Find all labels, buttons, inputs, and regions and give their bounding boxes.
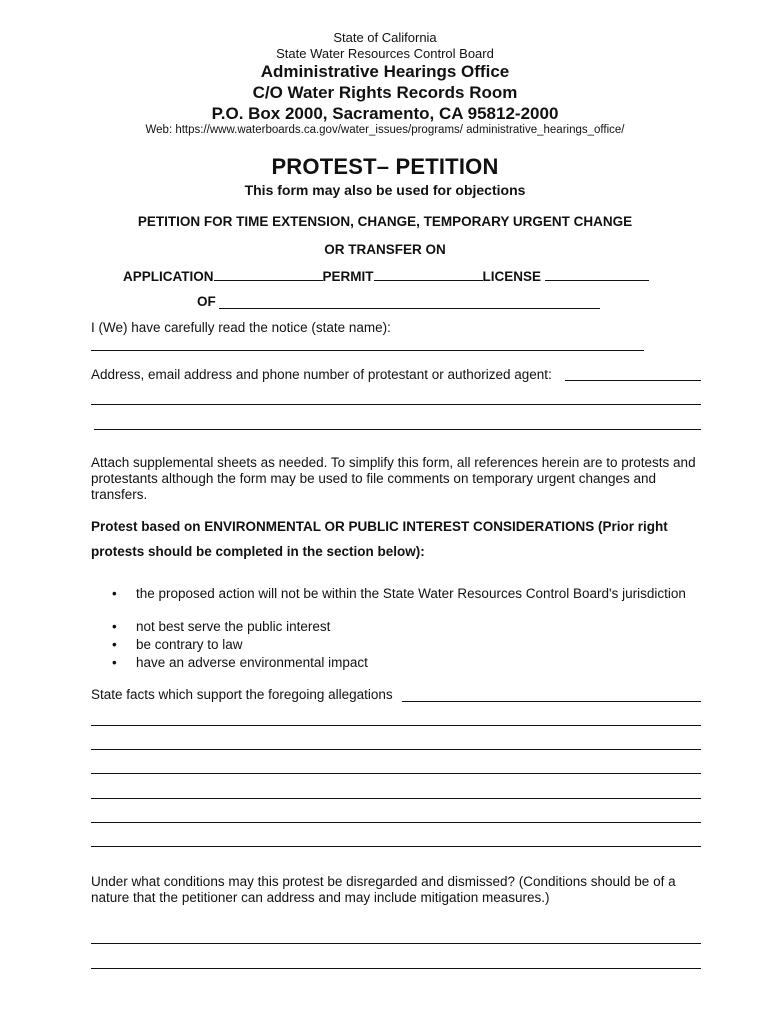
facts-field-4[interactable] [91, 773, 701, 774]
petition-line-1: PETITION FOR TIME EXTENSION, CHANGE, TEMPORARY URGENT CHANGE [137, 214, 633, 229]
header-office: Administrative Hearings Office [260, 62, 510, 81]
permit-field[interactable] [374, 268, 483, 281]
allegation-list-primary [91, 585, 731, 603]
allegation-list-secondary [91, 618, 731, 672]
facts-field-6[interactable] [91, 822, 701, 823]
address-field-2[interactable] [91, 404, 701, 405]
bullet-icon: • [112, 655, 117, 670]
form-subtitle: This form may also be used for objections [244, 182, 526, 198]
application-field[interactable] [214, 268, 323, 281]
notice-label: I (We) have carefully read the notice (state name): [91, 320, 391, 335]
conditions-field-1[interactable] [91, 943, 701, 944]
header-board: State Water Resources Control Board [276, 46, 494, 61]
list-item: • the proposed action will not be within the State Water Resources Control Board's jurisdiction [112, 586, 686, 601]
address-field-3[interactable] [94, 429, 701, 430]
conditions-field-2[interactable] [91, 968, 701, 969]
of-label: OF [197, 294, 216, 309]
list-item: • be contrary to law [112, 637, 243, 652]
facts-field-2[interactable] [91, 725, 701, 726]
of-field[interactable] [219, 308, 600, 309]
bullet-icon: • [112, 637, 117, 652]
header-state: State of California [333, 30, 437, 45]
facts-label: State facts which support the foregoing allegations [91, 687, 393, 702]
list-item: • not best serve the public interest [112, 619, 331, 634]
license-field[interactable] [545, 268, 649, 281]
facts-field-7[interactable] [91, 846, 701, 847]
license-label: LICENSE [482, 269, 542, 284]
address-label: Address, email address and phone number of protestant or authorized agent: [91, 367, 552, 382]
protest-heading-1: Protest based on ENVIRONMENTAL OR PUBLIC INTEREST CONSIDERATIONS (Prior right [91, 519, 668, 534]
application-permit-license-row [123, 268, 649, 284]
conditions-paragraph: Under what conditions may this protest be disregarded and dismissed? (Conditions should be of a nature that the petitioner can address and may include mitigation measures.) [91, 874, 676, 905]
header-room: C/O Water Rights Records Room [252, 83, 518, 102]
bullet-icon: • [112, 586, 117, 601]
petition-line-2: OR TRANSFER ON [324, 242, 446, 257]
header-address: P.O. Box 2000, Sacramento, CA 95812-2000 [211, 104, 559, 123]
address-field-1[interactable] [565, 380, 701, 381]
protest-heading-2: protests should be completed in the section below): [91, 544, 425, 559]
attach-paragraph: Attach supplemental sheets as needed. To simplify this form, all references herein are to protests and protestants although the form may be used to file comments on temporary urgent changes and transfers. [91, 455, 696, 502]
application-label: APPLICATION [123, 269, 214, 284]
header-web-link[interactable]: Web: https://www.waterboards.ca.gov/water_issues/programs/ administrative_hearings_office/ [145, 124, 625, 136]
permit-label: PERMIT [322, 269, 374, 284]
facts-field-3[interactable] [91, 749, 701, 750]
bullet-icon: • [112, 619, 117, 634]
form-title: PROTEST– PETITION [271, 154, 499, 179]
notice-field[interactable] [91, 350, 644, 351]
list-item: • have an adverse environmental impact [112, 655, 368, 670]
facts-field-1[interactable] [402, 701, 701, 702]
facts-field-5[interactable] [91, 798, 701, 799]
